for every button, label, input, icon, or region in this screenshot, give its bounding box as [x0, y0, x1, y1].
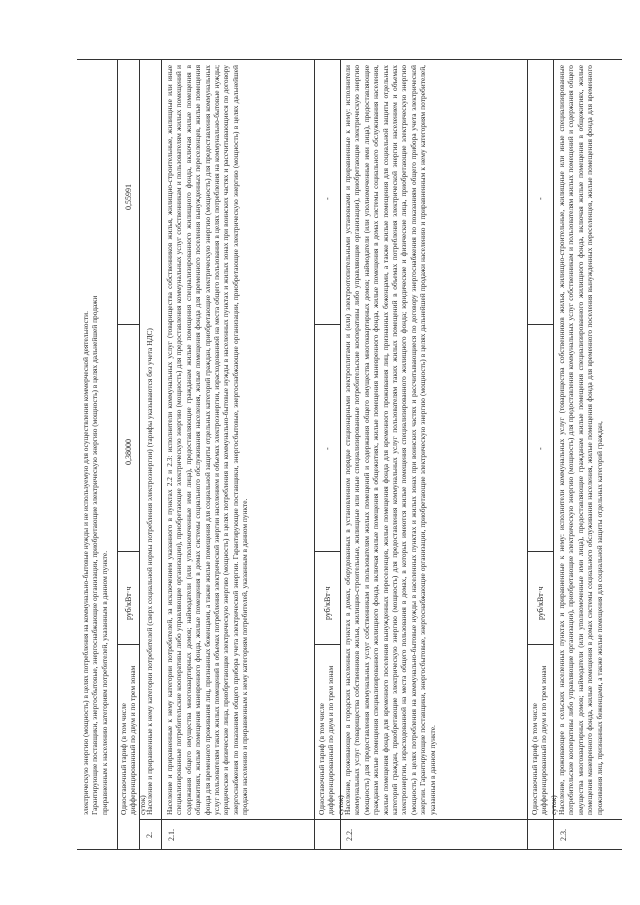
- section-number: 2.: [145, 832, 154, 838]
- row-text-body: Население, проживающее в городских населенных пунктах в домах, оборудованных в установленном порядке стационарными электроплитами и (или) электроотопительными установками и приравненные к нему: исполнители коммунальных услуг (товарищества собственников жилья, жилищно-строительные, жилищные или иные специализированные потребительские кооперативы либо управляющие организации), приобретающие электрическую энергию (мощность) для предоставления коммунальных услуг собственникам и пользователям жилых помещений и содержания общего имущества многоквартирных домов; наймодатели (или уполномоченные ими лица), предоставляющие гражданам жилые помещения специализированного жилищного фонда, включая жилые помещения в общежитиях, жилые помещения маневренного фонда, жилые помещения в домах системы социального обслуживания населения, жилые помещения фонда для временного поселения вынужденных переселенцев, жилые помещения фонда для временного проживания лиц, признанных беженцами, а также жилые помещения для социальной защиты отдельных категорий граждан, приобретающие электрическую энергию (мощность) для предоставления коммунальных услуг пользователям таких жилых помещений в объемах потребления электрической энергии населением и объемах электроэнергии, израсходованной на места общего пользования в домах, в которых имеются жилые помещения специализированного жилищного фонда; юридические и физические лица, приобретающие электрическую энергию (мощность) в целях потребления на коммунально-бытовые нужды в населенных пунктах и жилых зонах при воинских частях и рассчитывающиеся по договору энергоснабжения по показаниям общего прибора учета электрической энергии. Гарантирующие поставщики, энергосбытовые, энергоснабжающие организации, приобретающие электрическую энергию (мощность) в целях дальнейшей продажи населению и приравненным к нему категориям потребителей, указанным в данном пункте.: [343, 65, 437, 815]
- row-line: [314, 60, 315, 850]
- tariff-value: 0,55991: [124, 184, 133, 210]
- top-text-line: Гарантирующие поставщики, энергосбытовые, энергоснабжающие организации, приобретающие электрическую энергию (мощность) в целях дальнейшей продажи: [90, 295, 100, 815]
- row-line: [161, 60, 162, 850]
- col-line: [139, 819, 622, 820]
- col-line: [527, 551, 553, 552]
- row-line: [117, 60, 118, 850]
- col-line: [117, 324, 139, 325]
- row-text: [165, 65, 312, 815]
- section-title: Население и приравненные к нему категории потребителей (сверх социальной нормы потребления электроэнергии) (тарифы указываются без учета НДС): [145, 328, 154, 815]
- row-text: [343, 65, 525, 815]
- tariff-value: -: [536, 197, 545, 200]
- row-text: [557, 65, 621, 815]
- top-text-line: приравненным к населению категориям потребителей, указанным в данном пункте.: [99, 550, 109, 815]
- tariff-unit: руб/кВт·ч: [124, 586, 133, 620]
- tariff-unit: руб/кВт·ч: [323, 586, 332, 620]
- col-line: [77, 59, 622, 60]
- row-text-body: Население, проживающее в сельских населенных пунктах и приравненные к нему: исполнители коммунальных услуг (товарищества собственников жилья, жилищно-строительные, жилищные или иные специализированные потребительские кооперативы либо управляющие организации), приобретающие электрическую энергию (мощность) для предоставления коммунальных услуг собственникам и пользователям жилых помещений и содержания общего имущества многоквартирных домов; наймодатели (или уполномоченные ими лица), предоставляющие гражданам жилые помещения специализированного жилищного фонда, включая жилые помещения в общежитиях, жилые помещения маневренного фонда, жилые помещения в домах системы социального обслуживания населения, жилые помещения фонда для временного поселения вынужденных переселенцев, жилые помещения фонда для временного проживания лиц, признанных беженцами, а также жилые помещения для социальной защиты отдельных категорий граждан,: [557, 65, 604, 815]
- col-line: [527, 644, 553, 645]
- row-line: [340, 60, 341, 850]
- tariff-label: Одноставочный тариф (в том числе дифференцированный по двум и по трем зонам суток): [119, 665, 147, 815]
- col-line: [527, 324, 553, 325]
- tariff-value: 0,38000: [124, 439, 133, 465]
- row-line: [553, 60, 554, 850]
- row-number: 2.1.: [167, 829, 176, 841]
- tariff-value: -: [536, 447, 545, 450]
- row-line: [527, 60, 528, 850]
- col-line: [117, 644, 139, 645]
- tariff-label: Одноставочный тариф (в том числе дифференцированный по двум и по трем зонам суток): [530, 665, 558, 815]
- row-number: 2.2.: [345, 829, 354, 841]
- tariff-label: Одноставочный тариф (в том числе дифференцированный по двум и по трем зонам суток): [317, 665, 345, 815]
- col-line: [314, 644, 340, 645]
- row-number: 2.3.: [559, 829, 568, 841]
- tariff-table: [77, 60, 622, 850]
- rotated-page: [77, 60, 622, 850]
- row-line: [139, 60, 140, 850]
- col-line: [314, 324, 340, 325]
- row-text-body: Население и приравненные к нему категории потребителей, за исключением указанного в пунктах 2.2 и 2.3: исполнители коммунальных услуг (товарищества собственников жилья, жилищно-строительные, жилищные или иные специализированные потребительские кооперативы либо управляющие организации), приобретающие электрическую энергию (мощность) для предоставления коммунальных услуг собственникам и пользователям жилых помещений и содержания общего имущества многоквартирных домов; наймодатели (или уполномоченные ими лица), предоставляющие гражданам жилые помещения специализированного жилищного фонда, включая жилые помещения в общежитиях, жилые помещения маневренного фонда, жилые помещения в домах системы социального обслуживания населения, жилые помещения фонда для временного поселения вынужденных переселенцев, жилые помещения фонда для временного проживания лиц, признанных беженцами, а также жилые помещения для социальной защиты отдельных категорий граждан, приобретающие электрическую энергию (мощность) для предоставления коммунальных услуг пользователям таких жилых помещений в объемах потребления электрической энергии населением и объемах электроэнергии, израсходованной на места общего пользования в целях потребления на коммунально-бытовые нужды; юридические и физические лица, приобретающие электрическую энергию (мощность) в целях потребления на коммунально-бытовые нужды в населенных пунктах и жилых зонах при воинских частях и рассчитывающиеся по договору энергоснабжения по показаниям общего прибора учета электрической энергии. Гарантирующие поставщики, энергосбытовые, энергоснабжающие организации, приобретающие электрическую энергию (мощность) в целях дальнейшей продажи населению и приравненным к нему категориям потребителей, указанным в данном пункте.: [165, 65, 250, 815]
- col-line: [117, 551, 139, 552]
- tariff-unit: руб/кВт·ч: [536, 586, 545, 620]
- col-line: [314, 551, 340, 552]
- top-text: [81, 65, 115, 815]
- top-text-line: электрическую энергию (мощность) в целях потребления на коммунально-бытовые нужды и не используемую для осуществления коммерческой деятельности.: [81, 311, 90, 815]
- tariff-value: -: [323, 197, 332, 200]
- tariff-value: -: [323, 447, 332, 450]
